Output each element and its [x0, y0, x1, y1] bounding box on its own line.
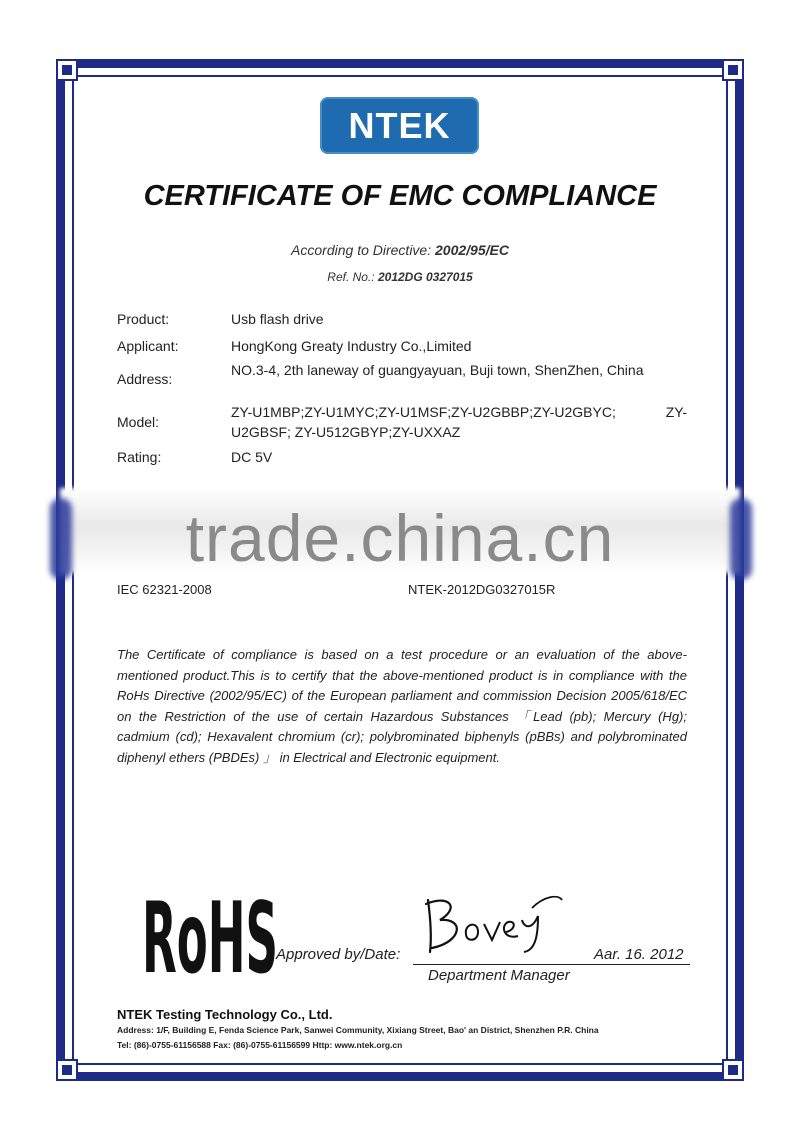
signature	[420, 890, 570, 956]
watermark: trade.china.cn	[185, 501, 615, 575]
signature-line	[413, 964, 690, 965]
corner-ornament	[56, 1059, 78, 1081]
footer-address: Address: 1/F, Building E, Fenda Science Park, Sanwei Community, Xixiang Street, Bao' an District, Shenzhen P.R. China	[117, 1025, 599, 1035]
ref-value: 2012DG 0327015	[377, 270, 473, 284]
directive-line	[0, 242, 800, 258]
directive-prefix: According to Directive:	[291, 242, 435, 258]
applicant-value: HongKong Greaty Industry Co.,Limited	[231, 338, 472, 354]
report-number: NTEK-2012DG0327015R	[408, 582, 556, 597]
compliance-statement: The Certificate of compliance is based on a test procedure or an evaluation of the above-mentioned product.This is to certify that the above-mentioned product is in compliance with the RoHs Directive (2002/95/EC) of the European parliament and commission Decision 2005/618/EC on the Restriction of the use of certain Hazardous Substances 「Lead (pb); Mercury (Hg); cadmium (cd); Hexavalent chromium (cr); polybrominated biphenyls (pBBs) and polybrominated diphenyl ethers (PBDEs) 」 in Electrical and Electronic equipment.	[117, 647, 687, 765]
ref-prefix: Ref. No.:	[327, 270, 378, 284]
rating-value: DC 5V	[231, 449, 273, 465]
footer-company: NTEK Testing Technology Co., Ltd.	[117, 1007, 333, 1022]
ref-number-line	[0, 270, 800, 284]
standard-name: IEC 62321-2008	[117, 582, 212, 597]
logo-text: NTEK	[348, 104, 451, 146]
ntek-logo	[320, 97, 479, 154]
footer-contact: Tel: (86)-0755-61156588 Fax: (86)-0755-61156599 Http: www.ntek.org.cn	[117, 1040, 403, 1050]
product-label: Product:	[117, 311, 170, 327]
corner-ornament	[722, 1059, 744, 1081]
corner-ornament	[722, 59, 744, 81]
signer-role: Department Manager	[428, 967, 570, 984]
corner-ornament	[56, 59, 78, 81]
applicant-label: Applicant:	[117, 338, 179, 354]
address-value: NO.3-4, 2th laneway of guangyayuan, Buji town, ShenZhen, China	[231, 362, 644, 378]
model-label: Model:	[117, 414, 160, 430]
approved-by-label: Approved by/Date:	[276, 946, 401, 963]
rohs-logo	[140, 880, 280, 980]
product-value: Usb flash drive	[231, 311, 324, 327]
directive-value: 2002/95/EC	[435, 242, 509, 258]
approval-date: Aar. 16. 2012	[594, 946, 684, 963]
model-value: ZY-U1MBP;ZY-U1MYC;ZY-U1MSF;ZY-U2GBBP;ZY-U2GBYC; ZY-U2GBSF; ZY-U512GBYP;ZY-UXXAZ	[231, 404, 687, 440]
certificate-title: CERTIFICATE OF EMC COMPLIANCE	[143, 180, 657, 212]
rating-label: Rating:	[117, 449, 162, 465]
rohs-logo-text: RoHS	[142, 882, 278, 980]
address-label: Address:	[117, 371, 173, 387]
